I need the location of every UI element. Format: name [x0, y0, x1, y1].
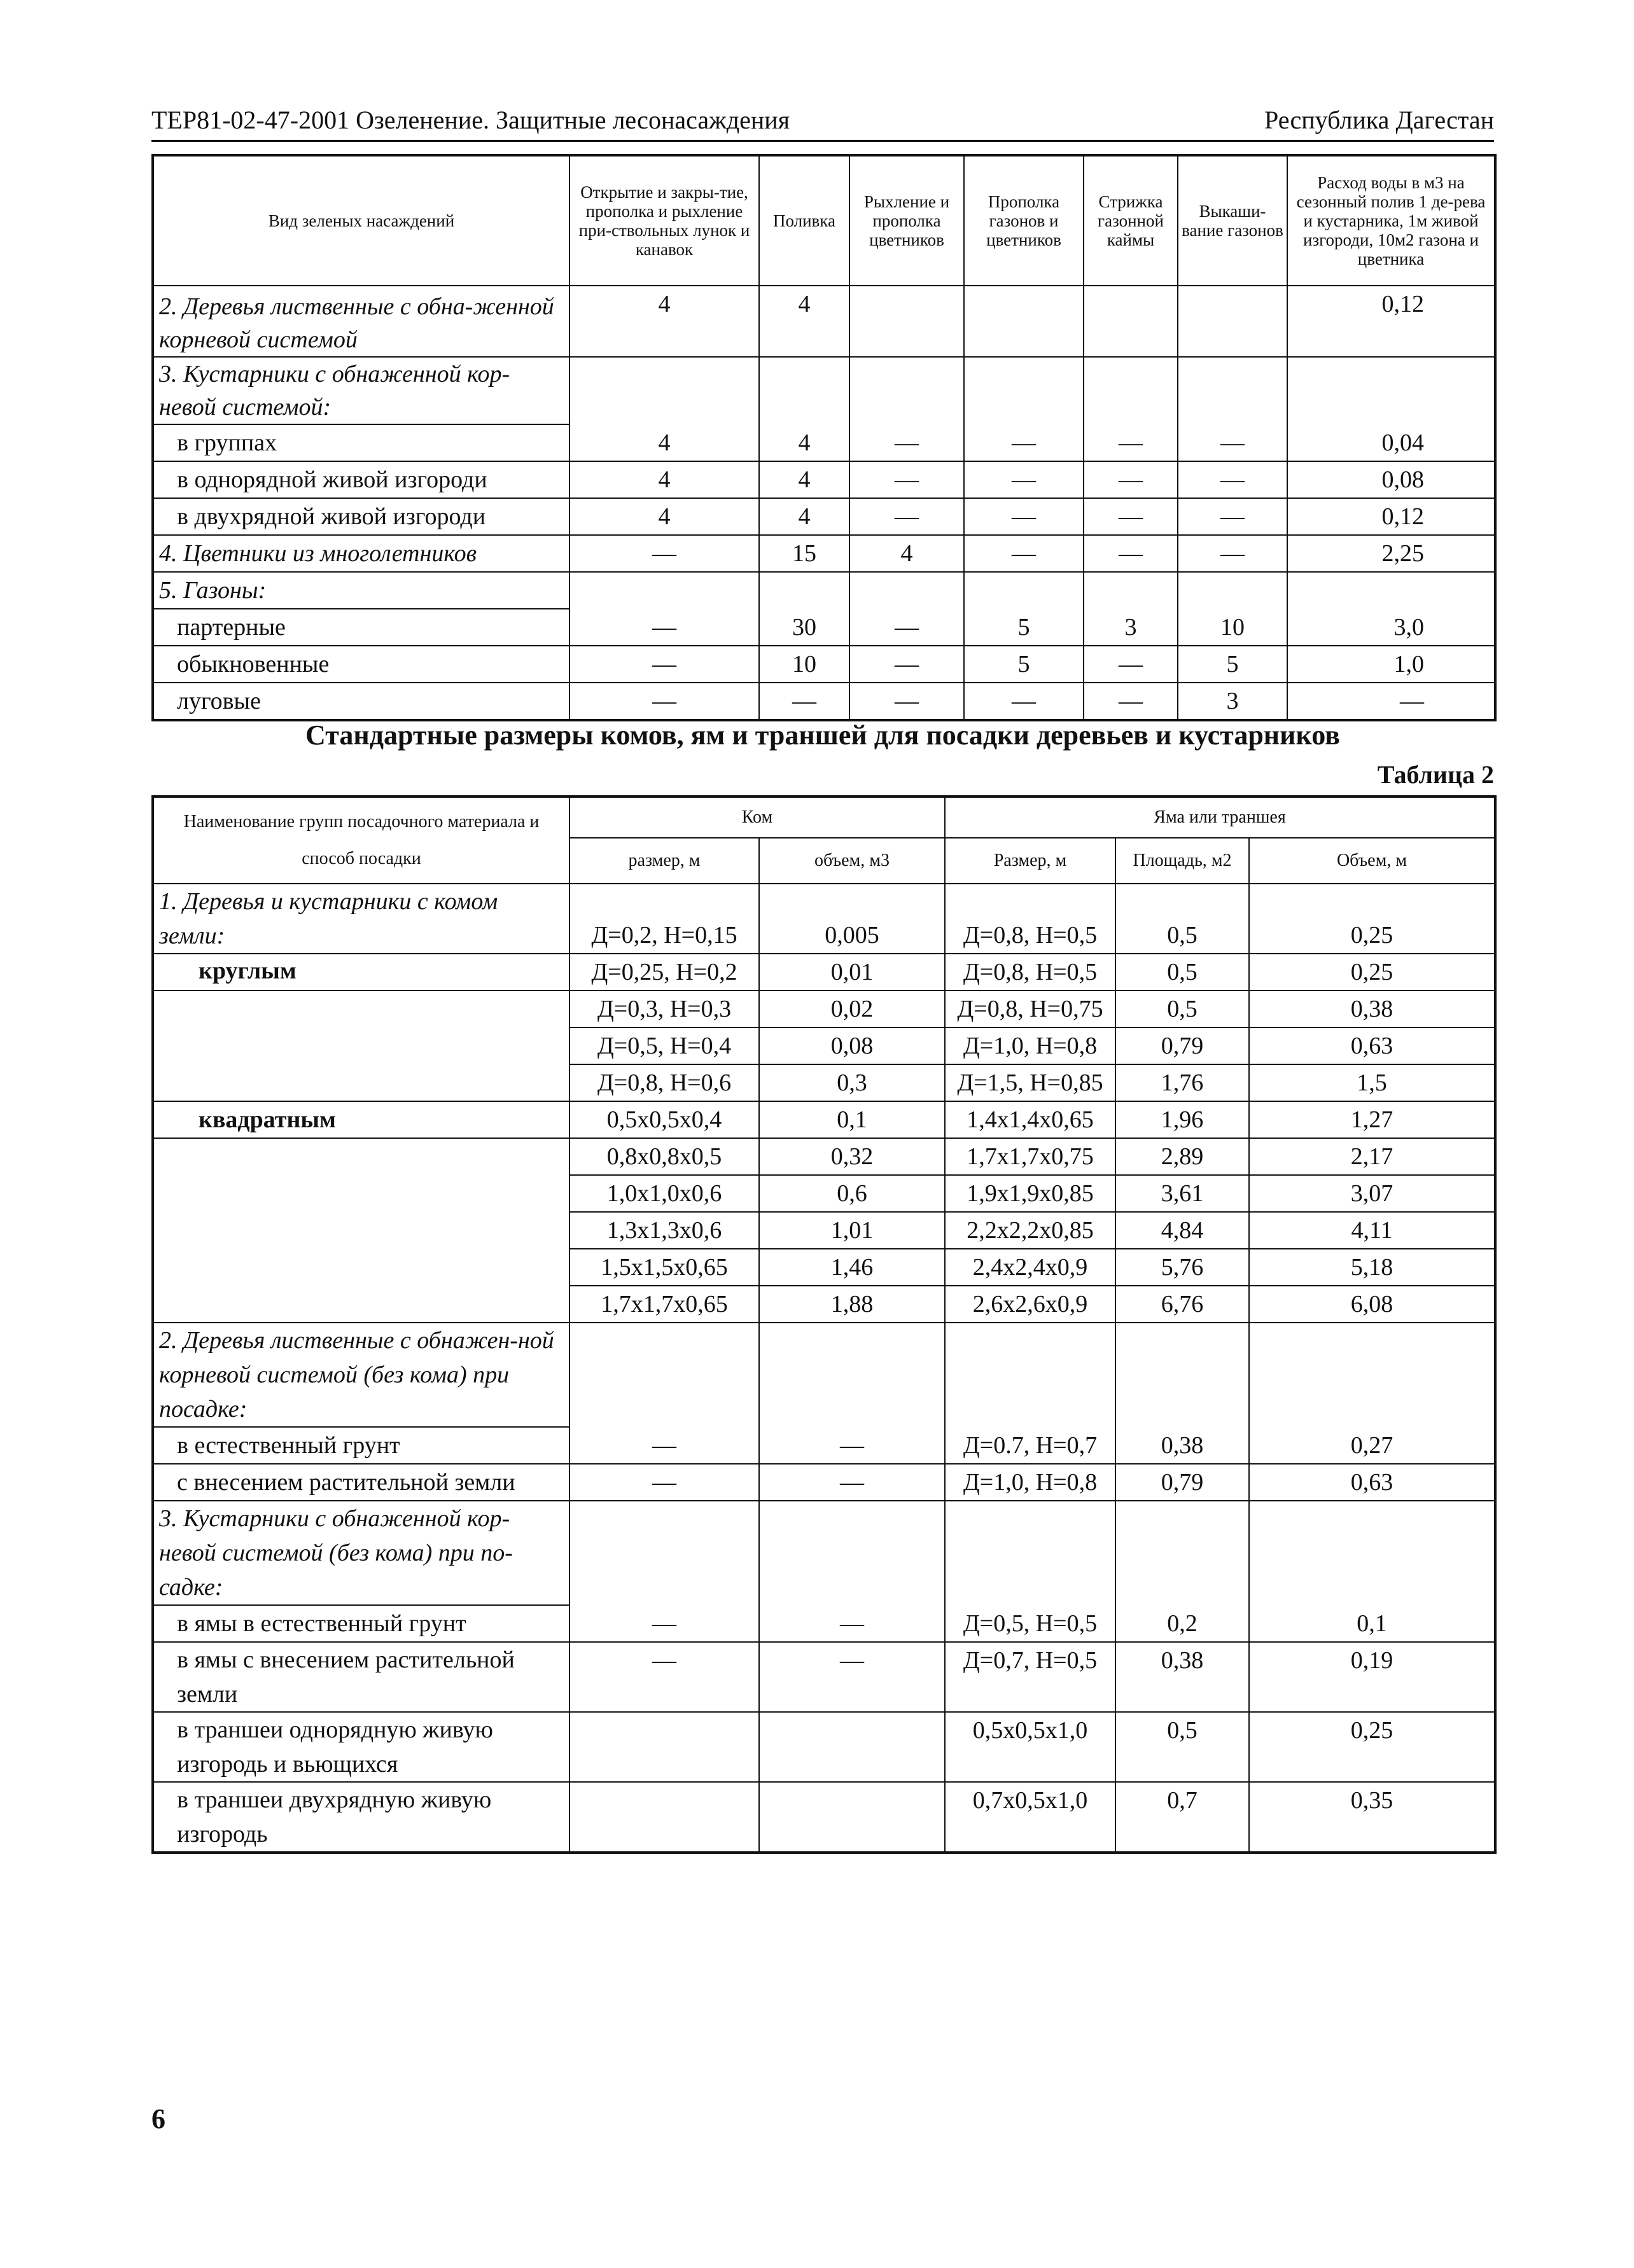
- table-row: [153, 954, 1495, 991]
- table-row: [153, 1464, 1495, 1501]
- table-row: [153, 535, 1495, 572]
- cell: 0,08: [759, 1027, 945, 1064]
- cell: 0,02: [759, 991, 945, 1027]
- cell: [1084, 286, 1178, 357]
- cell: 0,08: [1287, 461, 1495, 498]
- cell: —: [849, 357, 964, 461]
- cell: 30: [759, 572, 849, 646]
- cell: 1,4х1,4х0,65: [945, 1101, 1115, 1138]
- row-label: 3. Кустарники с обнаженной кор-невой системой:: [153, 357, 569, 424]
- group2-label: 2. Деревья лиственные с обнажен-ной корневой системой (без кома) при посадке:: [153, 1323, 569, 1427]
- row-label: в двухрядной живой изгороди: [153, 498, 569, 535]
- cell: 3: [1084, 572, 1178, 646]
- square-label: квадратным: [153, 1101, 569, 1138]
- cell: 4: [569, 357, 759, 461]
- cell: Д=0,8, Н=0,5: [945, 884, 1115, 954]
- cell: 0,01: [759, 954, 945, 991]
- cell: 0,32: [759, 1138, 945, 1175]
- cell: 0,27: [1249, 1323, 1495, 1464]
- cell: 1,88: [759, 1286, 945, 1323]
- cell: 0,7х0,5х1,0: [945, 1782, 1115, 1853]
- cell: 3,61: [1115, 1175, 1249, 1212]
- cell: 1,7х1,7х0,75: [945, 1138, 1115, 1175]
- cell: [964, 286, 1084, 357]
- cell: 0,5х0,5х1,0: [945, 1712, 1115, 1782]
- cell: —: [569, 572, 759, 646]
- cell: 0,79: [1115, 1027, 1249, 1064]
- cell: —: [1084, 357, 1178, 461]
- cell: 0,5х0,5х0,4: [569, 1101, 759, 1138]
- table2-title: Стандартные размеры комов, ям и траншей для посадки деревьев и кустарников: [305, 720, 1340, 751]
- cell: —: [849, 572, 964, 646]
- document-code-title: ТЕР81-02-47-2001 Озеленение. Защитные лесонасаждения: [151, 106, 790, 134]
- cell: —: [1287, 683, 1495, 720]
- cell: Д=1,0, Н=0,8: [945, 1464, 1115, 1501]
- cell: 1,27: [1249, 1101, 1495, 1138]
- cell: 0,38: [1249, 991, 1495, 1027]
- row-label: партерные: [153, 609, 569, 646]
- cell: 0,1: [759, 1101, 945, 1138]
- cell: —: [569, 646, 759, 683]
- cell: Д=1,0, Н=0,8: [945, 1027, 1115, 1064]
- cell: 0,25: [1249, 884, 1495, 954]
- row-label: 4. Цветники из многолетников: [153, 535, 569, 572]
- row-label: в ямы в естественный грунт: [153, 1605, 569, 1642]
- table-row: [153, 461, 1495, 498]
- watering-care-table: [151, 154, 1497, 721]
- cell: —: [1084, 461, 1178, 498]
- cell: 0,5: [1115, 884, 1249, 954]
- region-name: Республика Дагестан: [1264, 106, 1494, 134]
- table-row: [153, 1501, 1495, 1605]
- cell: 1,96: [1115, 1101, 1249, 1138]
- cell: 4,84: [1115, 1212, 1249, 1249]
- t1-head-watering: Поливка: [759, 155, 849, 286]
- cell: Д=0,2, Н=0,15: [569, 884, 759, 954]
- cell: 0,1: [1249, 1501, 1495, 1642]
- row-label: 2. Деревья лиственные с обна-женной корневой системой: [153, 286, 569, 357]
- cell: 1,7х1,7х0,65: [569, 1286, 759, 1323]
- cell: 10: [759, 646, 849, 683]
- table-row: [153, 683, 1495, 720]
- cell: 5: [1178, 646, 1287, 683]
- cell: 1,0х1,0х0,6: [569, 1175, 759, 1212]
- cell: 5,18: [1249, 1249, 1495, 1286]
- cell: [569, 1712, 759, 1782]
- t1-head-weeding: Прополка газонов и цветников: [964, 155, 1084, 286]
- cell: Д=0,5, Н=0,4: [569, 1027, 759, 1064]
- t1-head-mowing: Выкаши-вание газонов: [1178, 155, 1287, 286]
- cell: —: [1084, 535, 1178, 572]
- t1-head-type: Вид зеленых насаждений: [153, 155, 569, 286]
- cell: 0,5: [1115, 991, 1249, 1027]
- t1-head-holes: Открытие и закры-тие, прополка и рыхление при-ствольных лунок и канавок: [569, 155, 759, 286]
- t1-head-water-use: Расход воды в м3 на сезонный полив 1 де-рева и кустарника, 1м живой изгороди, 10м2 газона и цветника: [1287, 155, 1495, 286]
- cell: —: [1084, 646, 1178, 683]
- cell: 6,76: [1115, 1286, 1249, 1323]
- cell: [849, 286, 964, 357]
- cell: 4: [759, 286, 849, 357]
- cell: —: [569, 1642, 759, 1712]
- cell: 0,5: [1115, 954, 1249, 991]
- table-row: [153, 286, 1495, 357]
- cell: 0,2: [1115, 1501, 1249, 1642]
- cell: —: [964, 357, 1084, 461]
- table-row: [153, 1138, 1495, 1175]
- planting-pits-table: [151, 795, 1497, 1854]
- cell: 0,38: [1115, 1642, 1249, 1712]
- cell: —: [759, 1501, 945, 1642]
- table-row: [153, 1101, 1495, 1138]
- cell: 2,2х2,2х0,85: [945, 1212, 1115, 1249]
- cell: 0,3: [759, 1064, 945, 1101]
- table1-header-row: [153, 155, 1495, 286]
- cell: 4: [569, 286, 759, 357]
- t2-head-yama-area: Площадь, м2: [1115, 838, 1249, 884]
- t2-head-kom: Ком: [569, 797, 945, 838]
- t2-head-yama-vol: Объем, м: [1249, 838, 1495, 884]
- cell: 1,5: [1249, 1064, 1495, 1101]
- cell: Д=0,5, Н=0,5: [945, 1501, 1115, 1642]
- cell: [759, 1712, 945, 1782]
- cell: [759, 1782, 945, 1853]
- cell: 0,6: [759, 1175, 945, 1212]
- cell: —: [569, 535, 759, 572]
- round-label: круглым: [153, 952, 569, 989]
- cell: 0,35: [1249, 1782, 1495, 1853]
- cell: 0,12: [1287, 498, 1495, 535]
- cell: 0,04: [1287, 357, 1495, 461]
- cell: Д=0,7, Н=0,5: [945, 1642, 1115, 1712]
- cell: 3,07: [1249, 1175, 1495, 1212]
- cell: 5: [964, 572, 1084, 646]
- cell: Д=1,5, Н=0,85: [945, 1064, 1115, 1101]
- cell: —: [964, 535, 1084, 572]
- cell: Д=0,8, Н=0,5: [945, 954, 1115, 991]
- table-row: [153, 1782, 1495, 1853]
- cell: 10: [1178, 572, 1287, 646]
- cell: 5,76: [1115, 1249, 1249, 1286]
- cell: 4: [759, 357, 849, 461]
- table-row: [153, 1712, 1495, 1782]
- cell: [1178, 286, 1287, 357]
- cell: 1,46: [759, 1249, 945, 1286]
- cell: 3: [1178, 683, 1287, 720]
- cell: —: [849, 461, 964, 498]
- cell: 0,25: [1249, 954, 1495, 991]
- cell: Д=0,25, Н=0,2: [569, 954, 759, 991]
- cell: 0,12: [1287, 286, 1495, 357]
- cell: Д=0,8, Н=0,6: [569, 1064, 759, 1101]
- t2-head-name: Наименование групп посадочного материала и способ посадки: [153, 797, 569, 884]
- t1-head-loosening: Рыхление и прополка цветников: [849, 155, 964, 286]
- cell: [569, 1782, 759, 1853]
- cell: 0,63: [1249, 1027, 1495, 1064]
- cell: 0,63: [1249, 1464, 1495, 1501]
- cell: 4: [759, 461, 849, 498]
- cell: —: [569, 1323, 759, 1464]
- page-number: 6: [151, 2103, 165, 2134]
- table-row: [153, 357, 1495, 424]
- cell: —: [759, 1642, 945, 1712]
- t2-head-yama: Яма или траншея: [945, 797, 1495, 838]
- cell: Д=0,8, Н=0,75: [945, 991, 1115, 1027]
- cell: 1,0: [1287, 646, 1495, 683]
- table-row: [153, 498, 1495, 535]
- cell: 0,8х0,8х0,5: [569, 1138, 759, 1175]
- cell: 0,79: [1115, 1464, 1249, 1501]
- table2-label: Таблица 2: [1377, 760, 1494, 789]
- cell: —: [1178, 535, 1287, 572]
- cell: —: [1084, 683, 1178, 720]
- cell: 2,4х2,4х0,9: [945, 1249, 1115, 1286]
- cell: 1,5х1,5х0,65: [569, 1249, 759, 1286]
- row-label: в траншеи однорядную живую изгородь и вьющихся: [153, 1712, 569, 1782]
- cell: 4: [849, 535, 964, 572]
- cell: 0,7: [1115, 1782, 1249, 1853]
- cell: 1,9х1,9х0,85: [945, 1175, 1115, 1212]
- cell: —: [1178, 498, 1287, 535]
- t2-head-kom-size: размер, м: [569, 838, 759, 884]
- cell: —: [1178, 357, 1287, 461]
- cell: 2,17: [1249, 1138, 1495, 1175]
- cell: Д=0.7, Н=0,7: [945, 1323, 1115, 1464]
- cell: —: [569, 683, 759, 720]
- cell: 0,25: [1249, 1712, 1495, 1782]
- row-label: в группах: [153, 424, 569, 461]
- t2-head-yama-size: Размер, м: [945, 838, 1115, 884]
- table-row: [153, 991, 1495, 1027]
- cell: 1,01: [759, 1212, 945, 1249]
- cell: 0,38: [1115, 1323, 1249, 1464]
- cell: —: [569, 1501, 759, 1642]
- group3-label: 3. Кустарники с обнаженной кор-невой системой (без кома) при по-садке:: [153, 1501, 569, 1605]
- cell: 4: [569, 498, 759, 535]
- cell: —: [1178, 461, 1287, 498]
- cell: 0,19: [1249, 1642, 1495, 1712]
- cell: —: [1084, 498, 1178, 535]
- running-header: [151, 108, 1494, 142]
- cell: —: [964, 461, 1084, 498]
- cell: 6,08: [1249, 1286, 1495, 1323]
- cell: —: [964, 683, 1084, 720]
- row-label: обыкновенные: [153, 646, 569, 683]
- cell: —: [849, 646, 964, 683]
- cell: —: [759, 1464, 945, 1501]
- row-label: 5. Газоны:: [153, 572, 569, 609]
- cell: 0,005: [759, 884, 945, 954]
- cell: 2,89: [1115, 1138, 1249, 1175]
- table-row: [153, 1323, 1495, 1427]
- cell: 2,25: [1287, 535, 1495, 572]
- cell: 1,3х1,3х0,6: [569, 1212, 759, 1249]
- row-label: в естественный грунт: [153, 1427, 569, 1464]
- cell: —: [964, 498, 1084, 535]
- group1-blank-2: [153, 1138, 569, 1323]
- t1-head-edging: Стрижка газонной каймы: [1084, 155, 1178, 286]
- group1-blank: [153, 991, 569, 1101]
- row-label: в траншеи двухрядную живую изгородь: [153, 1782, 569, 1853]
- cell: 0,5: [1115, 1712, 1249, 1782]
- row-label: в однорядной живой изгороди: [153, 461, 569, 498]
- t2-head-kom-vol: объем, м3: [759, 838, 945, 884]
- table-row: [153, 646, 1495, 683]
- cell: 2,6х2,6х0,9: [945, 1286, 1115, 1323]
- group1-label: 1. Деревья и кустарники с комом земли:: [153, 884, 569, 954]
- cell: 5: [964, 646, 1084, 683]
- cell: Д=0,3, Н=0,3: [569, 991, 759, 1027]
- row-label: луговые: [153, 683, 569, 720]
- table-row: [153, 884, 1495, 954]
- cell: 4,11: [1249, 1212, 1495, 1249]
- cell: —: [759, 1323, 945, 1464]
- row-label: с внесением растительной земли: [153, 1464, 569, 1501]
- cell: —: [849, 683, 964, 720]
- cell: —: [759, 683, 849, 720]
- cell: 3,0: [1287, 572, 1495, 646]
- cell: —: [849, 498, 964, 535]
- table-row: [153, 1642, 1495, 1712]
- row-label: в ямы с внесением растительной земли: [153, 1642, 569, 1712]
- cell: 1,76: [1115, 1064, 1249, 1101]
- table2-header-row-1: [153, 797, 1495, 838]
- cell: —: [569, 1464, 759, 1501]
- table-row: [153, 572, 1495, 609]
- cell: 15: [759, 535, 849, 572]
- cell: 4: [759, 498, 849, 535]
- cell: 4: [569, 461, 759, 498]
